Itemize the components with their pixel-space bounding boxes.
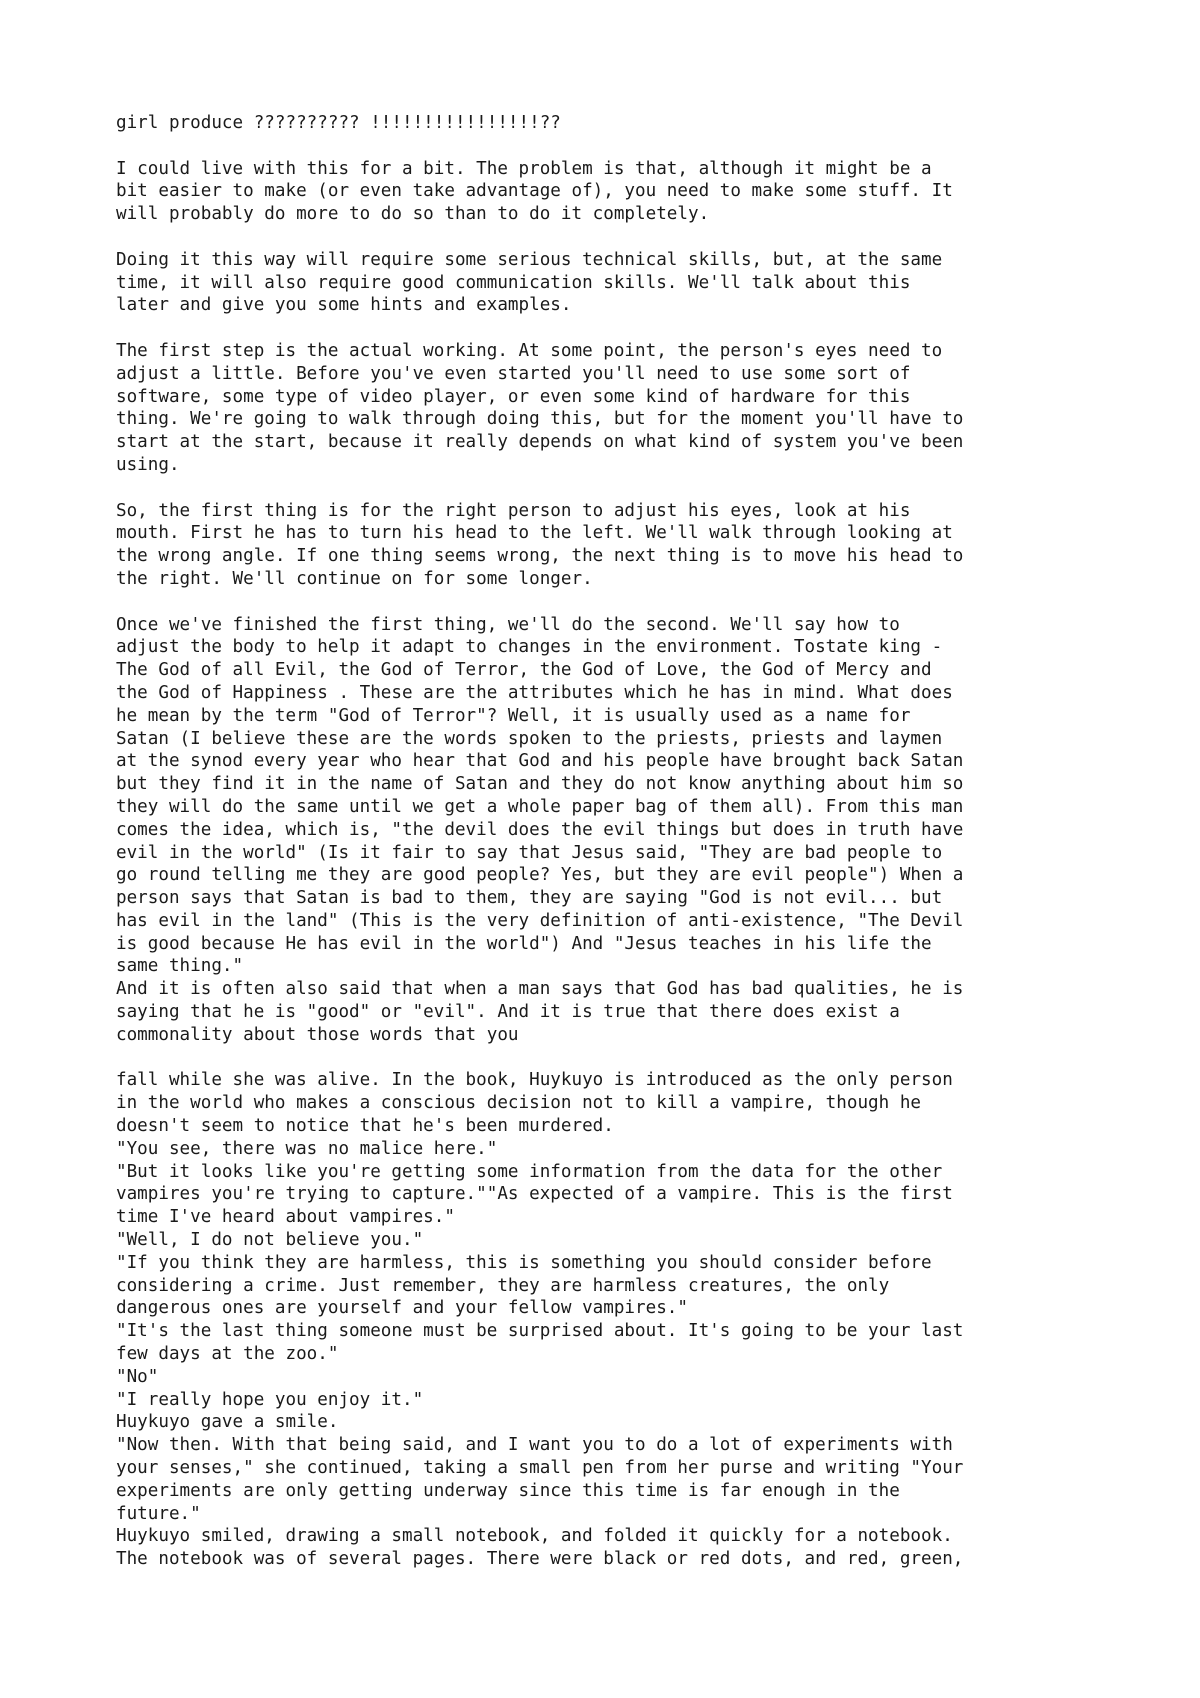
text-line: "It's the last thing someone must be surprised about. It's going to be your last bbox=[116, 1321, 964, 1342]
text-line: thing. We're going to walk through doing this, but for the moment you'll have to bbox=[116, 409, 964, 430]
text-line: commonality about those words that you bbox=[116, 1024, 519, 1045]
text-line: time, it will also require good communication skills. We'll talk about this bbox=[116, 272, 911, 293]
paragraph-1 bbox=[116, 112, 1116, 135]
text-line: the God of Happiness . These are the attributes which he has in mind. What does bbox=[116, 682, 953, 703]
text-line: but they find it in the name of Satan and they do not know anything about him so bbox=[116, 774, 964, 795]
text-line: using. bbox=[116, 454, 180, 475]
text-line: bit easier to make (or even take advantage of), you need to make some stuff. It bbox=[116, 181, 953, 202]
text-line: your senses," she continued, taking a small pen from her purse and writing "Your bbox=[116, 1458, 964, 1479]
text-line: later and give you some hints and examples. bbox=[116, 295, 572, 316]
text-line: person says that Satan is bad to them, they are saying "God is not evil... but bbox=[116, 888, 943, 909]
text-line: "If you think they are harmless, this is something you should consider before bbox=[116, 1252, 932, 1273]
text-line: "You see, there was no malice here." bbox=[116, 1138, 498, 1159]
text-line: comes the idea, which is, "the devil does the evil things but does in truth have bbox=[116, 819, 964, 840]
text-line: girl produce ?????????? !!!!!!!!!!!!!!!!?? bbox=[116, 113, 561, 133]
text-line: Doing it this way will require some serious technical skills, but, at the same bbox=[116, 249, 943, 270]
text-line: The first step is the actual working. At some point, the person's eyes need to bbox=[116, 340, 943, 361]
text-line: experiments are only getting underway since this time is far enough in the bbox=[116, 1480, 900, 1501]
text-line: The notebook was of several pages. There were black or red dots, and red, green, bbox=[116, 1549, 964, 1570]
text-line: Huykuyo gave a smile. bbox=[116, 1412, 339, 1433]
text-line: Once we've finished the first thing, we'll do the second. We'll say how to bbox=[116, 614, 900, 635]
text-line: And it is often also said that when a man says that God has bad qualities, he is bbox=[116, 979, 964, 1000]
text-line: "But it looks like you're getting some information from the data for the other bbox=[116, 1161, 943, 1182]
text-line: evil in the world" (Is it fair to say that Jesus said, "They are bad people to bbox=[116, 842, 943, 863]
text-line: doesn't seem to notice that he's been murdered. bbox=[116, 1116, 614, 1137]
text-line: go round telling me they are good people? Yes, but they are evil people") When a bbox=[116, 865, 964, 886]
text-line: "Well, I do not believe you." bbox=[116, 1230, 424, 1251]
text-line: "Now then. With that being said, and I want you to do a lot of experiments with bbox=[116, 1435, 953, 1456]
text-line: future." bbox=[116, 1503, 201, 1524]
text-line: the right. We'll continue on for some longer. bbox=[116, 568, 593, 589]
paragraph-5 bbox=[116, 500, 1116, 591]
paragraph-6 bbox=[116, 614, 1116, 1047]
text-line: mouth. First he has to turn his head to the left. We'll walk through looking at bbox=[116, 523, 953, 544]
text-line: considering a crime. Just remember, they are harmless creatures, the only bbox=[116, 1275, 890, 1296]
text-line: saying that he is "good" or "evil". And it is true that there does exist a bbox=[116, 1002, 900, 1023]
paragraph-7 bbox=[116, 1069, 1116, 1571]
text-line: dangerous ones are yourself and your fellow vampires." bbox=[116, 1298, 688, 1319]
paragraph-4 bbox=[116, 340, 1116, 477]
text-line: So, the first thing is for the right person to adjust his eyes, look at his bbox=[116, 500, 911, 521]
text-line: start at the start, because it really depends on what kind of system you've been bbox=[116, 432, 964, 453]
document-page bbox=[116, 112, 1116, 1571]
text-line: will probably do more to do so than to do it completely. bbox=[116, 204, 710, 225]
text-line: he mean by the term "God of Terror"? Well, it is usually used as a name for bbox=[116, 705, 911, 726]
text-line: the wrong angle. If one thing seems wrong, the next thing is to move his head to bbox=[116, 546, 964, 567]
text-line: "No" bbox=[116, 1366, 159, 1387]
text-line: The God of all Evil, the God of Terror, the God of Love, the God of Mercy and bbox=[116, 660, 932, 681]
text-line: adjust the body to help it adapt to changes in the environment. Tostate king - bbox=[116, 637, 943, 658]
paragraph-2 bbox=[116, 158, 1116, 226]
text-line: is good because He has evil in the world") And "Jesus teaches in his life the bbox=[116, 933, 932, 954]
text-line: I could live with this for a bit. The problem is that, although it might be a bbox=[116, 158, 932, 179]
text-line: adjust a little. Before you've even started you'll need to use some sort of bbox=[116, 363, 911, 384]
text-line: software, some type of video player, or even some kind of hardware for this bbox=[116, 386, 911, 407]
text-line: "I really hope you enjoy it." bbox=[116, 1389, 424, 1410]
text-line: Huykuyo smiled, drawing a small notebook, and folded it quickly for a notebook. bbox=[116, 1526, 953, 1547]
text-line: vampires you're trying to capture.""As expected of a vampire. This is the first bbox=[116, 1184, 953, 1205]
text-line: same thing." bbox=[116, 956, 244, 977]
text-line: few days at the zoo." bbox=[116, 1344, 339, 1365]
text-line: at the synod every year who hear that God and his people have brought back Satan bbox=[116, 751, 964, 772]
text-line: Satan (I believe these are the words spoken to the priests, priests and laymen bbox=[116, 728, 943, 749]
text-line: has evil in the land" (This is the very definition of anti-existence, "The Devil bbox=[116, 910, 964, 931]
text-line: they will do the same until we get a whole paper bag of them all). From this man bbox=[116, 796, 964, 817]
paragraph-3 bbox=[116, 249, 1116, 317]
text-line: fall while she was alive. In the book, Huykuyo is introduced as the only person bbox=[116, 1070, 953, 1091]
text-line: in the world who makes a conscious decision not to kill a vampire, though he bbox=[116, 1093, 922, 1114]
text-line: time I've heard about vampires." bbox=[116, 1207, 455, 1228]
